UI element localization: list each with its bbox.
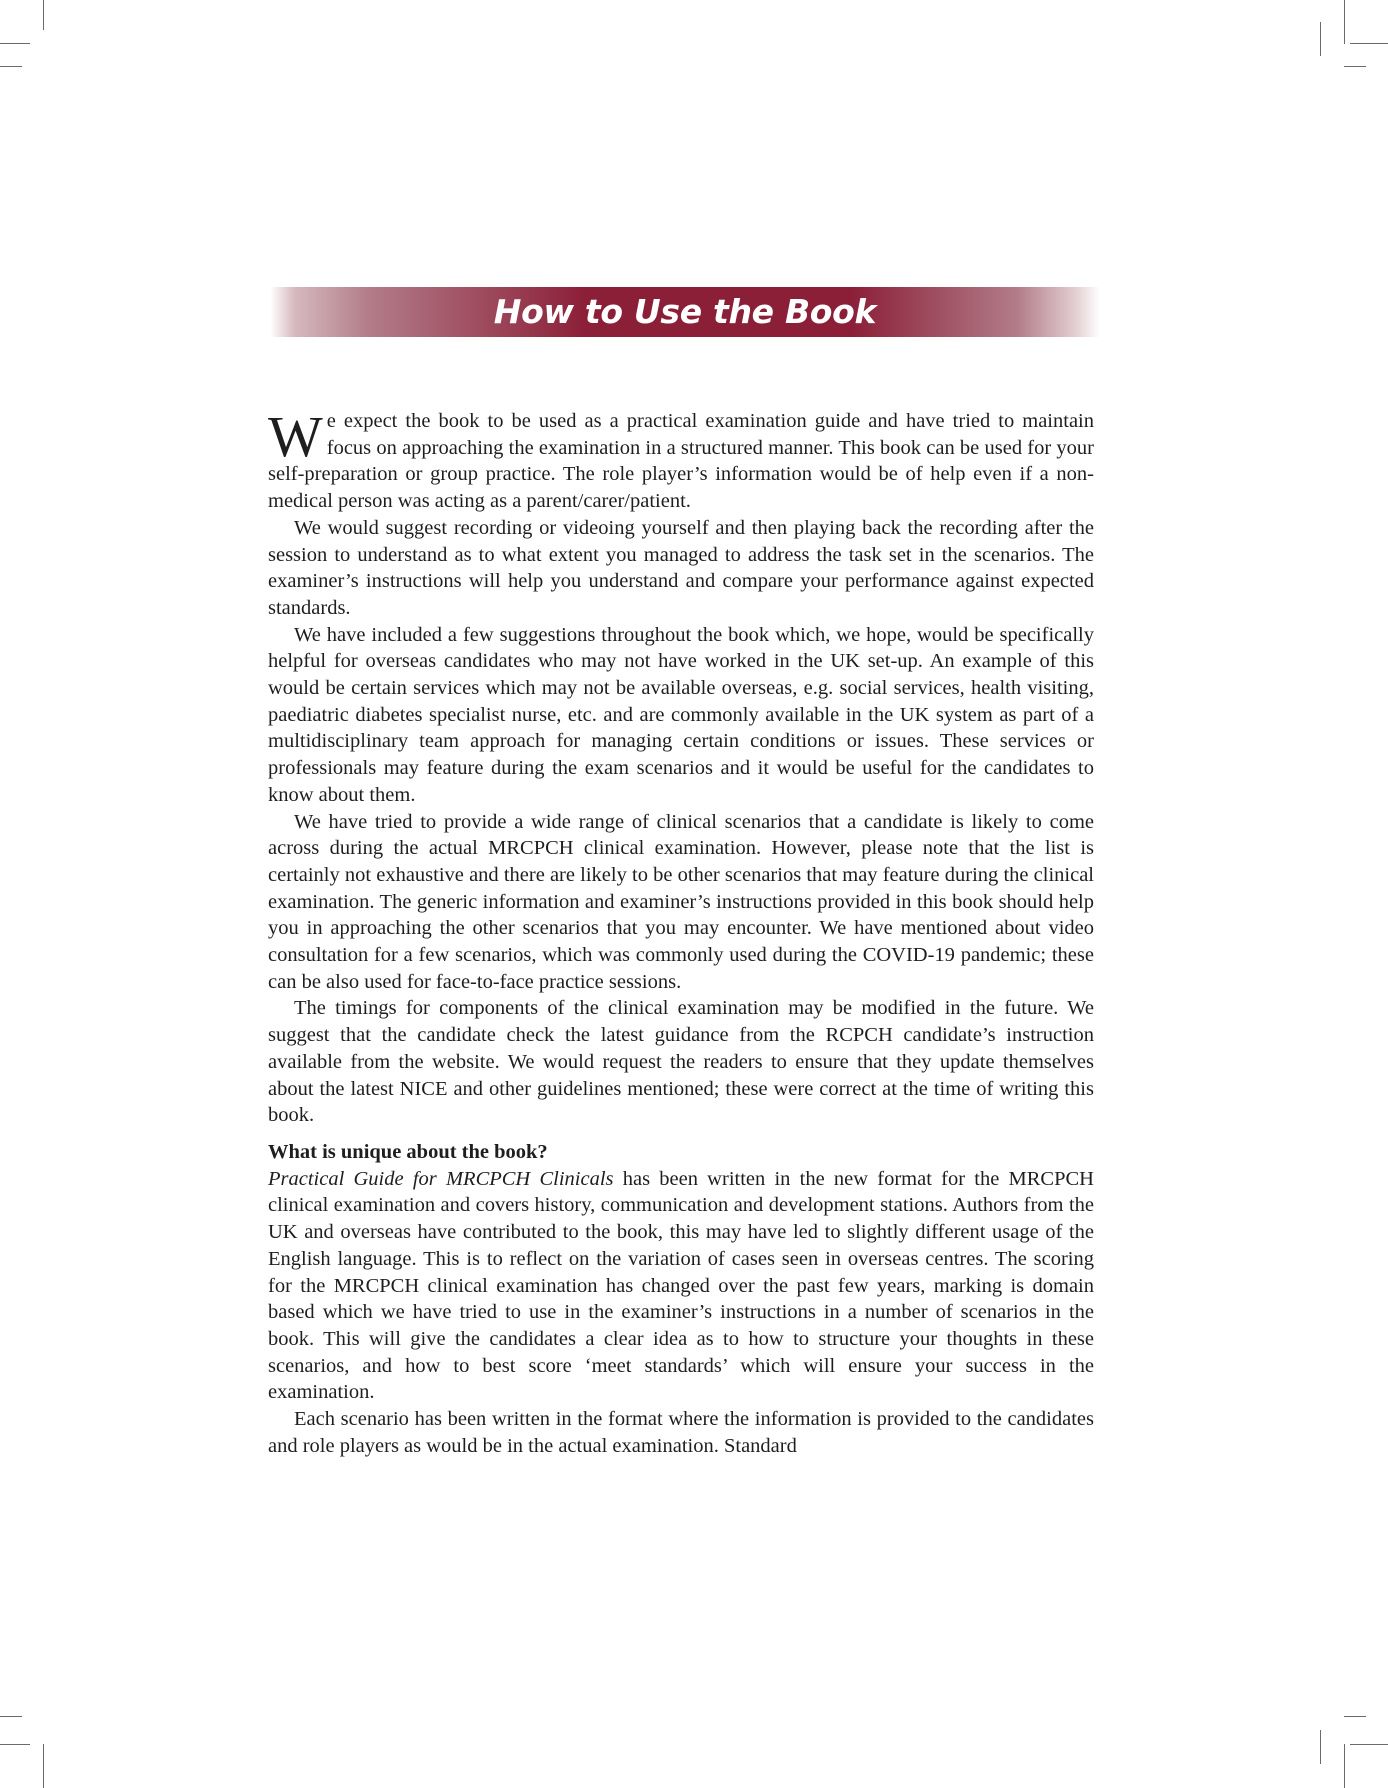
paragraph-6-text: has been written in the new format for the MRCPCH clinical examination and covers history, communication and development stations. Authors from the UK and overseas have contributed to the book, this may have led to slightly different usage of the English language. This is to reflect on the variation of cases seen in overseas centres. The scoring for the MRCPCH clinical examination has changed over the past few years, marking is domain based which we have tried to use in the examiner’s instructions in a number of scenarios in the book. This will give the candidates a clear idea as to how to structure your thoughts in these scenarios, and how to best score ‘meet standards’ which will ensure your success in the examination.	[268, 1167, 1094, 1404]
crop-mark-bottom-left-v	[43, 1744, 44, 1788]
drop-cap: W	[268, 404, 323, 469]
paragraph-3: We have included a few suggestions throughout the book which, we hope, would be specifically helpful for overseas candidates who may not have worked in the UK set-up. An example of this would be certain services which may not be available overseas, e.g. social services, health visiting, paediatric diabetes specialist nurse, etc. and are commonly available in the UK system as part of a multidisciplinary team approach for managing certain conditions or issues. These services or professionals may feature during the exam scenarios and it would be useful for the candidates to know about them.	[268, 623, 1094, 806]
paragraph-7: Each scenario has been written in the format where the information is provided to the candidates and role players as would be in the actual examination. Standard	[268, 1408, 1094, 1457]
body-text	[268, 404, 1094, 1459]
crop-mark-bottom-right-v2	[1344, 1744, 1345, 1788]
crop-mark-bottom-right-h2	[1350, 1744, 1388, 1745]
crop-mark-bottom-left-h2	[0, 1744, 30, 1745]
crop-mark-top-right-h2	[1344, 66, 1366, 67]
paragraph-2: We would suggest recording or videoing yourself and then playing back the recording after the session to understand as to what extent you managed to address the task set in the scenarios. The examiner’s instructions will help you understand and compare your performance against expected standards.	[268, 516, 1094, 619]
paragraph-6	[268, 1166, 1094, 1406]
crop-mark-bottom-right-h	[1344, 1716, 1366, 1717]
paragraph-1	[268, 404, 1094, 515]
crop-mark-top-right-v	[1320, 22, 1321, 56]
crop-mark-top-left-h2	[0, 66, 22, 67]
paragraph-4: We have tried to provide a wide range of clinical scenarios that a candidate is likely to come across during the actual MRCPCH clinical examination. However, please note that the list is certainly not exhaustive and there are likely to be other scenarios that may feature during the clinical examination. The generic information and examiner’s instructions provided in this book should help you in approaching the other scenarios that you may encounter. We have mentioned about video consultation for a few scenarios, which was commonly used during the COVID-19 pandemic; these can be also used for face-to-face practice sessions.	[268, 810, 1094, 993]
crop-mark-top-right-v2	[1344, 0, 1345, 44]
page-title: How to Use the Book	[493, 292, 877, 331]
paragraph-1-text: e expect the book to be used as a practical examination guide and have tried to maintain focus on approaching the examination in a structured manner. This book can be used for your self-preparation or group practice. The role player’s information would be of help even if a non-medical person was acting as a parent/carer/patient.	[268, 410, 1094, 513]
paragraph-5: The timings for components of the clinical examination may be modified in the future. We suggest that the candidate check the latest guidance from the RCPCH candidate’s instruction available from the website. We would request the readers to ensure that they update themselves about the latest NICE and other guidelines mentioned; these were correct at the time of writing this book.	[268, 997, 1094, 1127]
crop-mark-top-left-v	[43, 0, 44, 30]
crop-mark-bottom-right-v	[1320, 1730, 1321, 1764]
crop-mark-top-left-h	[0, 43, 30, 44]
crop-mark-top-right-h	[1350, 43, 1388, 44]
book-title: Practical Guide for MRCPCH Clinicals	[268, 1167, 614, 1190]
crop-mark-bottom-left-h	[0, 1716, 22, 1717]
section-heading: What is unique about the book?	[268, 1140, 548, 1163]
title-banner	[270, 287, 1100, 337]
